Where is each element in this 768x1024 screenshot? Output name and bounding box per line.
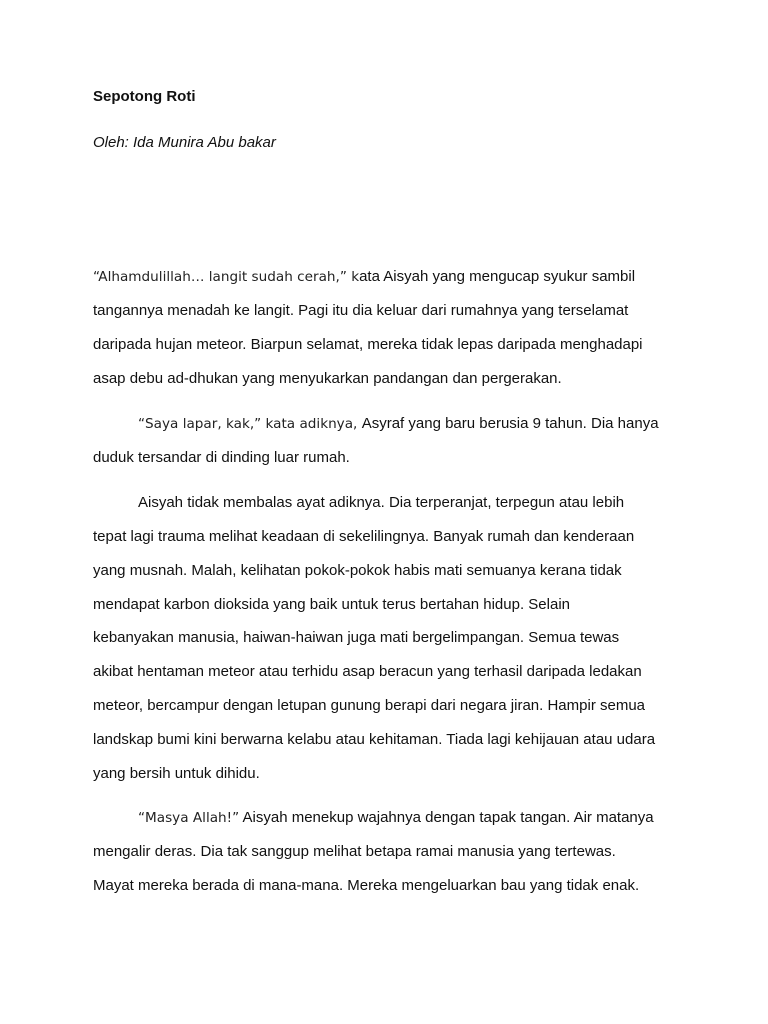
paragraph-line: kebanyakan manusia, haiwan-haiwan juga mati bergelimpangan. Semua tewas [93,629,620,646]
paragraph-line: meteor, bercampur dengan letupan gunung berapi dari negara jiran. Hampir semua [93,697,646,714]
dialogue-text: “Saya lapar, kak,” kata adiknya, [138,416,362,432]
paragraph-line: landskap bumi kini berwarna kelabu atau kehitaman. Tiada lagi kehijauan atau udara [93,731,656,748]
paragraph-line: duduk tersandar di dinding luar rumah. [93,449,350,466]
story-title: Sepotong Roti [93,88,196,105]
narration-text: Aisyah menekup wajahnya dengan tapak tangan. Air matanya [239,809,654,826]
narration-text: ata Aisyah yang mengucap syukur sambil [359,268,636,285]
dialogue-text: “Alhamdulillah… langit sudah cerah,” k [93,269,360,285]
paragraph-line: yang musnah. Malah, kelihatan pokok-pokok habis mati semuanya kerana tidak [93,562,622,579]
paragraph-line [138,415,659,433]
paragraph-line: akibat hentaman meteor atau terhidu asap beracun yang terhasil daripada ledakan [93,663,642,680]
paragraph-line: asap debu ad-dhukan yang menyukarkan pandangan dan pergerakan. [93,370,562,387]
paragraph-line: Mayat mereka berada di mana-mana. Mereka mengeluarkan bau yang tidak enak. [93,877,640,894]
paragraph-line: Aisyah tidak membalas ayat adiknya. Dia terperanjat, terpegun atau lebih [138,494,625,511]
author-byline: Oleh: Ida Munira Abu bakar [93,134,276,151]
narration-text: Asyraf yang baru berusia 9 tahun. Dia hanya [361,415,659,432]
paragraph-line [93,268,635,286]
paragraph-line: tangannya menadah ke langit. Pagi itu dia keluar dari rumahnya yang terselamat [93,302,629,319]
paragraph-line: tepat lagi trauma melihat keadaan di sekelilingnya. Banyak rumah dan kenderaan [93,528,635,545]
dialogue-text: “Masya Allah!” [138,810,240,826]
paragraph-line: yang bersih untuk dihidu. [93,765,260,782]
paragraph-line: mengalir deras. Dia tak sanggup melihat betapa ramai manusia yang tertewas. [93,843,616,860]
paragraph-line [138,809,654,827]
paragraph-line: daripada hujan meteor. Biarpun selamat, mereka tidak lepas daripada menghadapi [93,336,643,353]
paragraph-line: mendapat karbon dioksida yang baik untuk terus bertahan hidup. Selain [93,596,570,613]
